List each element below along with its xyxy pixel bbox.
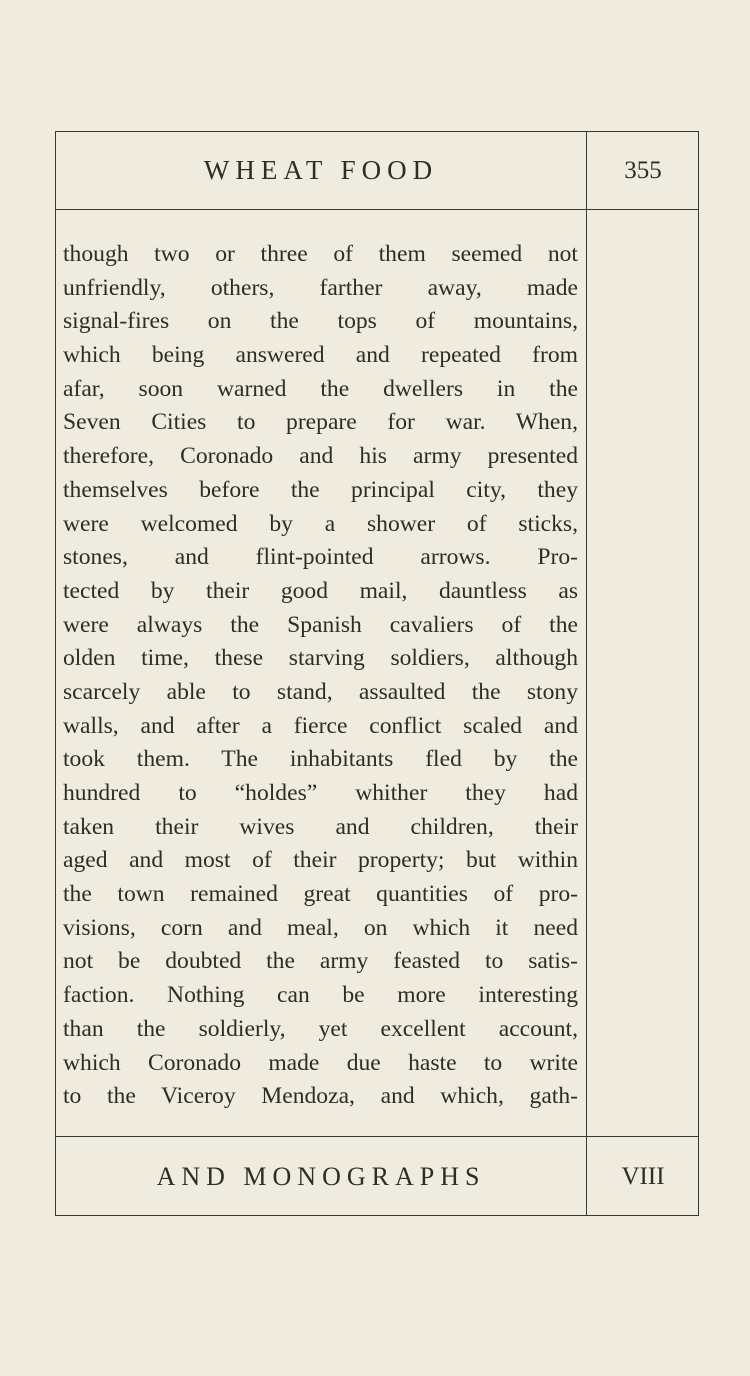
text-line: walls, and after a fierce conflict scaled and — [63, 712, 578, 739]
body-text — [63, 238, 578, 1114]
text-line: to the Viceroy Mendoza, and which, gath- — [63, 1083, 578, 1110]
text-line: scarcely able to stand, assaulted the stony — [63, 678, 578, 705]
text-line: olden time, these starving soldiers, although — [63, 645, 578, 672]
running-head: WHEAT FOOD — [203, 155, 439, 185]
text-line: unfriendly, others, farther away, made — [63, 274, 578, 301]
margin-column-rule — [586, 132, 587, 1215]
text-line: stones, and flint-pointed arrows. Pro- — [63, 544, 578, 571]
text-line: tected by their good mail, dauntless as — [63, 577, 578, 604]
text-line: the town remained great quantities of pro- — [63, 881, 578, 908]
text-line: not be doubted the army feasted to satis- — [63, 948, 578, 975]
text-line: hundred to “holdes” whither they had — [63, 780, 578, 806]
text-line: Seven Cities to prepare for war. When, — [63, 409, 578, 436]
text-line: themselves before the principal city, they — [63, 476, 578, 503]
text-line: which Coronado made due haste to write — [63, 1049, 578, 1076]
page-number: 355 — [624, 156, 662, 184]
text-line: took them. The inhabitants fled by the — [63, 746, 578, 773]
header-rule — [56, 209, 698, 210]
text-line: taken their wives and children, their — [63, 813, 578, 840]
text-line: were welcomed by a shower of sticks, — [63, 510, 578, 537]
running-foot: AND MONOGRAPHS — [156, 1161, 486, 1191]
text-line: visions, corn and meal, on which it need — [63, 914, 578, 941]
text-line: aged and most of their property; but within — [63, 847, 578, 874]
text-line: faction. Nothing can be more interesting — [63, 982, 578, 1009]
text-line: were always the Spanish cavaliers of the — [63, 611, 578, 638]
volume-number: VIII — [621, 1162, 665, 1190]
text-line: afar, soon warned the dwellers in the — [63, 375, 578, 402]
text-line: though two or three of them seemed not — [63, 241, 578, 267]
page-frame — [55, 131, 699, 1216]
text-line: which being answered and repeated from — [63, 342, 578, 369]
text-line: than the soldierly, yet excellent account, — [63, 1015, 578, 1042]
text-line: signal-fires on the tops of mountains, — [63, 308, 578, 335]
text-line: therefore, Coronado and his army presented — [63, 443, 578, 470]
